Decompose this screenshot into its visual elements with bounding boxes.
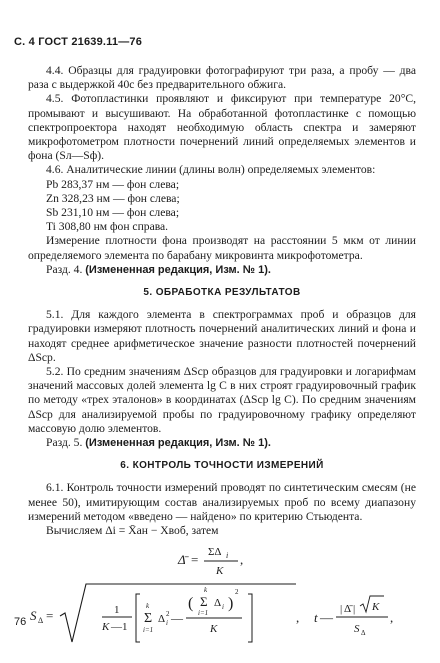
svg-text:K: K xyxy=(372,601,380,614)
svg-text:=: = xyxy=(191,552,199,568)
svg-text:k: k xyxy=(204,586,208,595)
edit-note-section-4 xyxy=(28,263,416,277)
svg-text:,: , xyxy=(240,552,244,568)
section-5-title: 5. ОБРАБОТКА РЕЗУЛЬТАТОВ xyxy=(143,287,301,299)
svg-text:Σ: Σ xyxy=(144,611,153,627)
list-item: Sb 231,10 нм — фон слева; xyxy=(46,206,180,220)
page-content xyxy=(28,64,416,650)
svg-text:): ) xyxy=(228,595,234,613)
list-item: Pb 283,37 нм — фон слева; xyxy=(46,177,180,191)
svg-text:Δ̄: Δ̄ xyxy=(344,603,352,616)
svg-text:—1: —1 xyxy=(111,621,128,634)
svg-text:=: = xyxy=(46,608,54,624)
svg-text:Δ: Δ xyxy=(158,613,166,626)
svg-text:K: K xyxy=(210,623,218,636)
paragraph-6-1: 6.1. Контроль точности измерений проводят по синтетическим смесям (не менее 50), имитирующим состав анализируемых проб по всему диапазону измерений методом «введено — найдено» по критерию Стьюдента. xyxy=(28,481,416,523)
svg-text:i: i xyxy=(222,603,224,612)
svg-text:2: 2 xyxy=(235,588,239,597)
analytic-lines-list xyxy=(28,178,416,235)
svg-text:k: k xyxy=(146,602,150,611)
paragraph-4-5: 4.5. Фотопластинки проявляют и фиксируют при температуре 20°С, промывают и высушивают. На обработанной фотопластинке с помощью спектропроектора находят необходимую область спектра и замеряют микрофотометром плотности почернений линий определяемых элементов и фона (Sл—Sф). xyxy=(28,92,416,163)
formula-std-deviation xyxy=(28,580,416,650)
calculation-line: Вычисляем Δi = X̄ан − Xвоб, затем xyxy=(46,524,219,538)
svg-text:|: | xyxy=(353,603,356,616)
svg-text:|: | xyxy=(340,603,343,616)
svg-text:1: 1 xyxy=(114,604,120,617)
svg-text:2: 2 xyxy=(166,610,170,619)
svg-text:,: , xyxy=(296,610,300,626)
paragraph-5-2: 5.2. По средним значениям ΔSср образцов для градуировки и логарифмам значений массовых долей элемента lg C в них строят градуировочный график по методу «трех эталонов» в координатах (ΔSср lg C). По средним значениям ΔSср для анализируемой пробы по градуировочному графику определяют массовую долю элементов. xyxy=(28,365,416,435)
paragraph-measurement: Измерение плотности фона производят на расстоянии 5 мкм от линии определяемого элемента по барабану микровинта микрофотометра. xyxy=(28,234,416,262)
svg-text:i: i xyxy=(166,619,168,628)
paragraph-4-4: 4.4. Образцы для градуировки фотографируют три раза, а пробу — два раза с выдержкой 40с без предварительного обжига. xyxy=(28,64,416,92)
svg-text:i=1: i=1 xyxy=(198,609,209,618)
svg-text:S: S xyxy=(354,623,360,636)
edit-note-prefix: Разд. 5. xyxy=(46,436,83,450)
svg-text:—: — xyxy=(171,611,183,626)
svg-text:K: K xyxy=(216,565,224,578)
page-number: 76 xyxy=(14,616,27,628)
svg-text:i: i xyxy=(226,551,229,561)
edit-note-prefix: Разд. 4. xyxy=(46,262,83,276)
svg-text:ΣΔ: ΣΔ xyxy=(208,546,222,559)
svg-text:Δ: Δ xyxy=(38,616,44,626)
svg-text:Δ: Δ xyxy=(361,629,366,638)
paragraph-5-1: 5.1. Для каждого элемента в спектрограммах проб и образцов для градуировки измеряют плотность почернений аналитических линий и фона и находят среднее арифметическое значение разности плотностей почернений ΔSср. xyxy=(28,308,416,364)
svg-text:i=1: i=1 xyxy=(143,626,154,635)
svg-text:—: — xyxy=(320,610,333,626)
svg-text:t: t xyxy=(314,610,318,626)
svg-text:K: K xyxy=(102,621,110,634)
edit-note-section-5 xyxy=(28,436,416,450)
svg-text:(: ( xyxy=(188,595,194,613)
svg-text:S: S xyxy=(30,608,37,624)
edit-note-text: (Измененная редакция, Изм. № 1). xyxy=(85,437,271,450)
svg-text:Σ: Σ xyxy=(200,594,208,610)
formula-mean-delta xyxy=(28,540,416,580)
svg-text:Δ: Δ xyxy=(214,597,222,610)
list-item: Zn 328,23 нм — фон слева; xyxy=(46,191,180,205)
list-item: Ti 308,80 нм фон справа. xyxy=(46,220,169,234)
section-6-title: 6. КОНТРОЛЬ ТОЧНОСТИ ИЗМЕРЕНИЙ xyxy=(120,460,324,472)
page-header: С. 4 ГОСТ 21639.11—76 xyxy=(14,36,143,48)
paragraph-4-6: 4.6. Аналитические линии (длины волн) определяемых элементов: xyxy=(46,163,376,177)
svg-text:,: , xyxy=(390,610,394,626)
svg-text:Δ̄: Δ̄ xyxy=(178,552,186,568)
edit-note-text: (Измененная редакция, Изм. № 1). xyxy=(85,263,271,276)
